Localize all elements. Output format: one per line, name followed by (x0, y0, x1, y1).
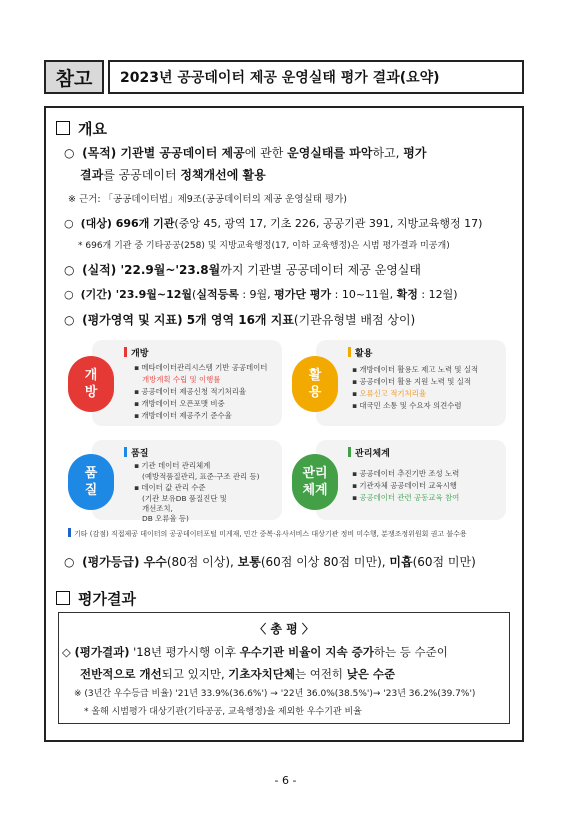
quality-item-2: (예방적품질관리, 표준·구조 관리 등) (142, 472, 260, 481)
result-line-1: ◇ (평가결과) '18년 평가시행 이후 우수기관 비율이 지속 증가하는 등 수준이 (62, 645, 448, 659)
open-item-4: ▪ 개방데이터 오픈포맷 비중 (134, 399, 225, 408)
page-title: 2023년 공공데이터 제공 운영실태 평가 결과(요약) (108, 60, 524, 94)
section-results-heading: 평가결과 (56, 588, 136, 609)
use-item-2: ▪ 공공데이터 활용 지원 노력 및 실적 (352, 377, 472, 386)
quality-item-4: (기관 보유DB 품질진단 및 (142, 494, 227, 503)
mgmt-item-1: ▪ 공공데이터 추진기반 조성 노력 (352, 469, 460, 478)
period-line: ○ (기간) '23.9월~12월(실적등록 : 9월, 평가단 평가 : 10~11월, 확정 : 12월) (64, 288, 458, 301)
quality-item-6: DB 오류율 등) (142, 514, 189, 523)
grades-line: ○ (평가등급) 우수(80점 이상), 보통(60점 이상 80점 미만), 미흡(60점 미만) (64, 555, 476, 569)
ratio-line: ※ (3년간 우수등급 비율) '21년 33.9%(36.6%') → '22년 36.0%(38.5%')→ '23년 36.2%(39.7%') (74, 689, 476, 699)
infographic-footnote: 기타 (감점) 직접제공 데이터의 공공데이터포털 미게재, 민간 중복·유사서비스 대상기관 정비 미수행, 분쟁조정위원회 권고 불수용 (68, 528, 467, 540)
mgmt-circle: 관리체계 (292, 454, 338, 510)
checkbox-square-icon (56, 121, 70, 135)
checkbox-square-icon (56, 591, 70, 605)
target-note: * 696개 기관 중 기타공공(258) 및 지방교육행정(17, 이하 교육행정)은 시범 평가결과 미공개) (78, 241, 450, 251)
use-item-3: ▪ 오류신고 적기처리율 (352, 389, 426, 398)
quality-title: 품질 (124, 446, 148, 459)
use-circle: 활용 (292, 356, 338, 412)
open-item-2: 개방계획 수립 및 이행률 (142, 375, 221, 384)
use-item-1: ▪ 개방데이터 활용도 제고 노력 및 실적 (352, 365, 479, 374)
section-overview-heading: 개요 (56, 118, 107, 139)
mgmt-item-3: ▪ 공공데이터 관련 공동교육 참여 (352, 493, 460, 502)
summary-title: 〈 총 평 〉 (254, 622, 314, 636)
mgmt-item-2: ▪ 기관자체 공공데이터 교육시행 (352, 481, 457, 490)
open-title: 개방 (124, 346, 148, 359)
result-line-2: 전반적으로 개선되고 있지만, 기초자치단체는 여전히 낮은 수준 (80, 667, 396, 681)
quality-item-3: ▪ 데이터 값 관리 수준 (134, 483, 206, 492)
use-item-4: ▪ 대국민 소통 및 수요자 의견수렴 (352, 401, 462, 410)
target-line: ○ (대상) 696개 기관(중앙 45, 광역 17, 기초 226, 공공기관 391, 지방교육행정 17) (64, 217, 483, 230)
purpose-line-2: 결과를 공공데이터 정책개선에 활용 (80, 168, 266, 182)
basis-note: ※ 근거: 「공공데이터법」제9조(공공데이터의 제공 운영실태 평가) (68, 194, 347, 205)
quality-item-5: 개선조치, (142, 504, 173, 513)
open-item-5: ▪ 개방데이터 제공주기 준수율 (134, 411, 232, 420)
purpose-line-1: ○ (목적) 기관별 공공데이터 제공에 관한 운영실태를 파악하고, 평가 (64, 146, 427, 160)
page-number: - 6 - (274, 774, 297, 787)
use-title: 활용 (348, 346, 372, 359)
mgmt-title: 관리체계 (348, 446, 390, 459)
open-item-1: ▪ 메타데이터관리시스템 기반 공공데이터 (134, 363, 268, 372)
ratio-note: * 올해 시범평가 대상기관(기타공공, 교육행정)을 제외한 우수기관 비율 (84, 707, 362, 717)
reference-tag: 참고 (44, 60, 104, 94)
open-circle: 개방 (68, 356, 114, 412)
areas-line: ○ (평가영역 및 지표) 5개 영역 16개 지표(기관유형별 배점 상이) (64, 313, 416, 327)
open-item-3: ▪ 공공데이터 제공신청 적기처리율 (134, 387, 247, 396)
quality-circle: 품질 (68, 454, 114, 510)
quality-item-1: ▪ 기관 데이터 관리체계 (134, 461, 211, 470)
record-line: ○ (실적) '22.9월~'23.8월까지 기관별 공공데이터 제공 운영실태 (64, 263, 421, 277)
